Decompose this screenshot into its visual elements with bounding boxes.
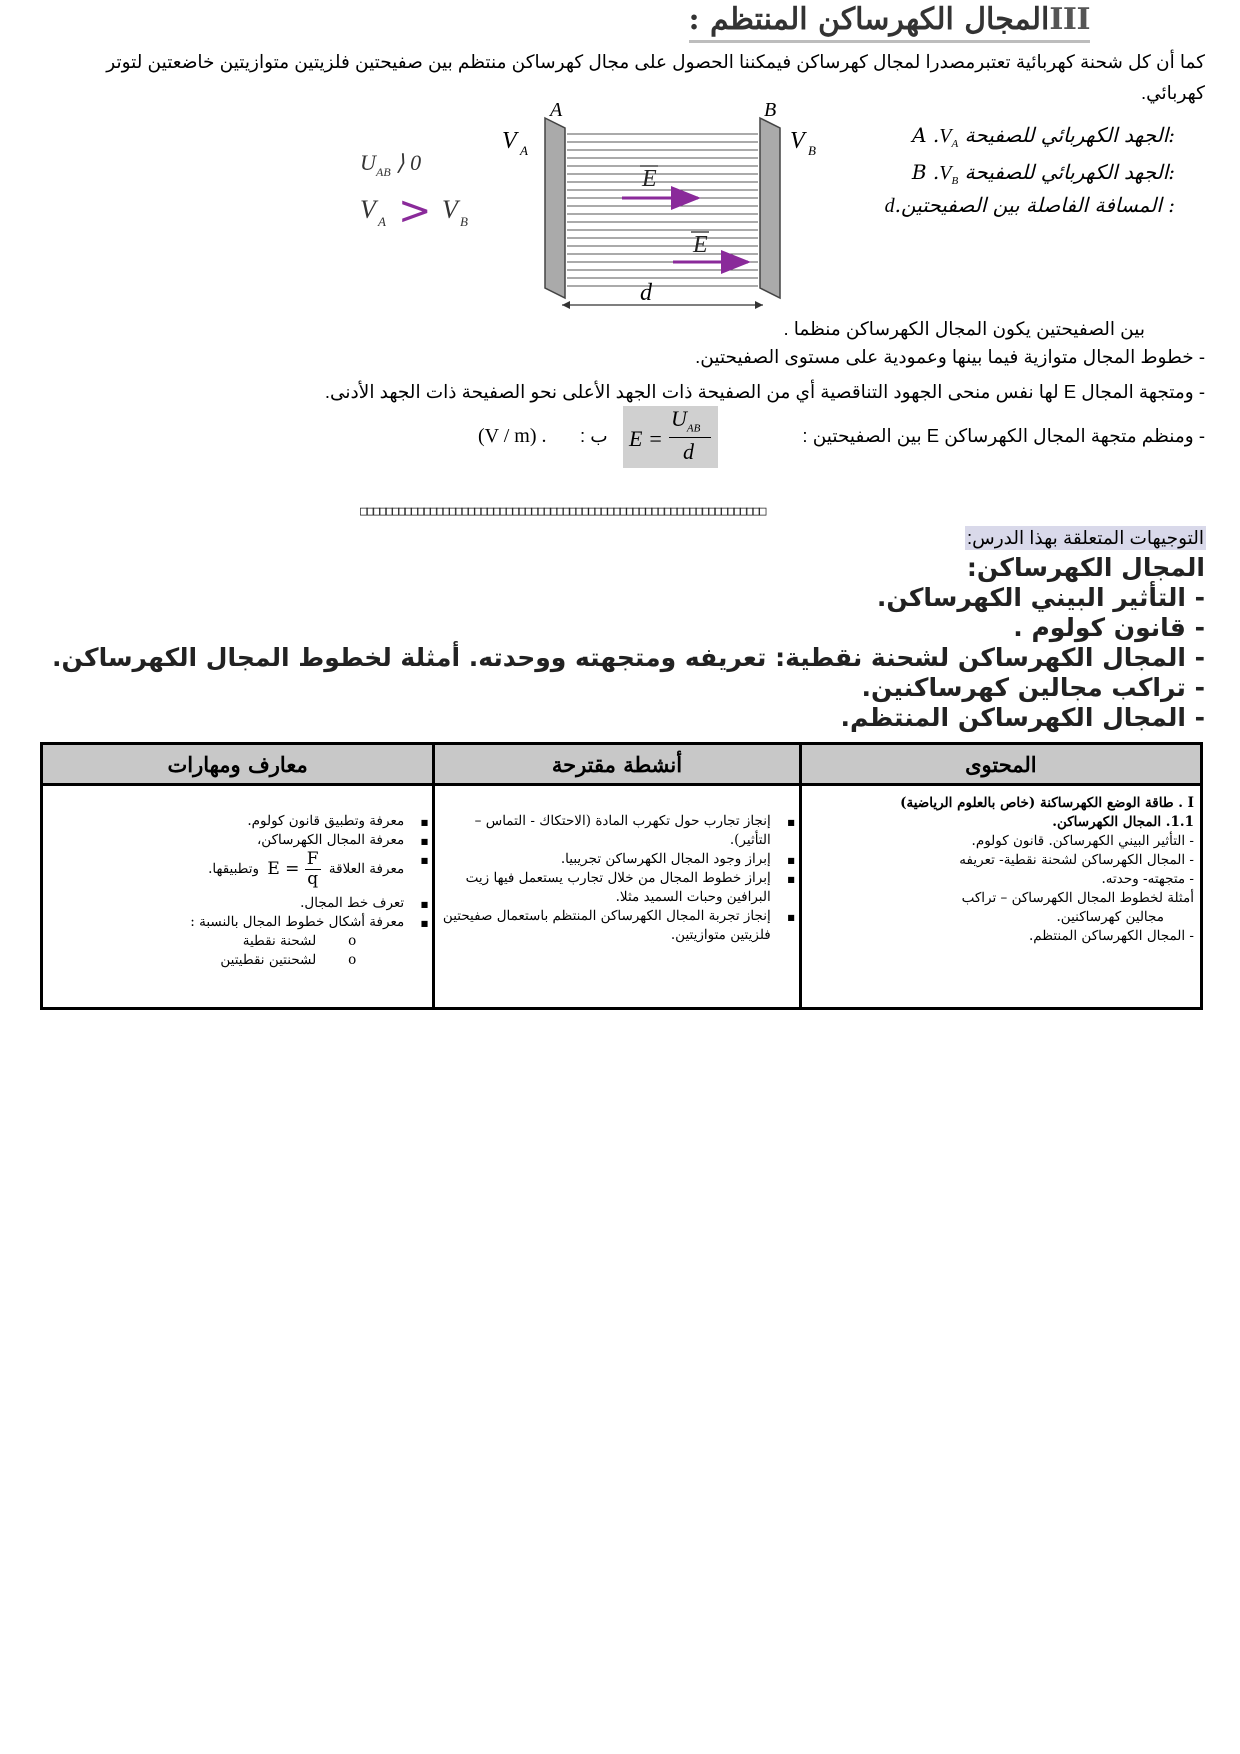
content-line: 1.1. المجال الكهرساكن.	[1052, 814, 1194, 830]
svg-text:⟩ 0: ⟩ 0	[396, 150, 422, 175]
separator: □□□□□□□□□□□□□□□□□□□□□□□□□□□□□□□□□□□□□□□□□□□□□□□□□□□□□□□□□□□□□□□□	[360, 504, 765, 519]
distance-label: d	[640, 280, 652, 306]
activity-item: ■ إبراز خطوط المجال من خلال تجارب يستعمل فيها زيت البرافين وحبات السميد مثلا.	[441, 869, 771, 907]
ineq-left: V	[360, 195, 376, 224]
header-skills: معارف ومهارات	[42, 744, 434, 785]
activities-cell	[434, 785, 801, 1009]
ineq-sign: >	[398, 188, 432, 234]
unit-label: (V / m) .	[478, 425, 547, 447]
content-line: - متجهته- وحدته.	[1101, 871, 1194, 887]
skill-item: ■ تعرف خط المجال.	[49, 894, 404, 913]
plate-a	[545, 118, 565, 298]
statement-parallel-lines: - خطوط المجال متوازية فيما بينها وعمودية على مستوى الصفيحتين.	[695, 346, 1205, 367]
intro-paragraph: كما أن كل شحنة كهربائية تعتبرمصدرا لمجال كهرساكن فيمكننا الحصول على مجال كهرساكن منتظم بين صفيحتين فلزيتين متوازيتين خاضعتين لتوتر كهربائي.	[106, 51, 1205, 103]
def-d: : المسافة الفاصلة بين الصفيحتين.d	[884, 193, 1175, 217]
def-va: :الجهد الكهربائي للصفيحة A $.V_A$	[912, 123, 1175, 150]
va-label: V	[502, 128, 517, 154]
orientation-item: - المجال الكهرساكن لشحنة نقطية: تعريفه ومتجهته ووحدته. أمثلة لخطوط المجال الكهرساكن.	[52, 643, 1205, 672]
content-line: - المجال الكهرساكن لشحنة نقطية- تعريفه	[959, 852, 1194, 868]
content-line: أمثلة لخطوط المجال الكهرساكن – تراكب	[961, 890, 1194, 906]
skill-item: ■ معرفة العلاقة E = $\frac{F}{q}$ وتطبيقها.	[49, 850, 404, 894]
activity-item: ■ إنجاز تجربة المجال الكهرساكن المنتظم باستعمال صفيحتين فلزيتين متوازيتين.	[441, 907, 771, 945]
vb-label: V	[790, 128, 805, 154]
skill-item: ■ معرفة المجال الكهرساكن،	[49, 831, 404, 850]
orientation-item: المجال الكهرساكن:	[966, 553, 1205, 582]
orientation-item: - تراكب مجالين كهرساكنين.	[861, 673, 1205, 702]
orientations-heading: التوجيهات المتعلقة بهذا الدرس:	[967, 527, 1204, 548]
parallel-plates-diagram	[340, 100, 840, 315]
skill-subitem: o لشحنة نقطية	[49, 932, 346, 951]
section-title	[689, 0, 1090, 43]
activity-item: ■ إنجاز تجارب حول تكهرب المادة (الاحتكاك - التماس – التأثير).	[441, 812, 771, 850]
def-vb: :الجهد الكهربائي للصفيحة B $.V_B$	[911, 160, 1175, 187]
statement-uniform: بين الصفيحتين يكون المجال الكهرساكن منظما .	[783, 318, 1145, 339]
orientation-item: - قانون كولوم .	[1013, 613, 1205, 642]
e-label-2: E	[693, 232, 708, 258]
header-content: المحتوى	[800, 744, 1201, 785]
section-title-text: المجال الكهرساكن المنتظم :	[688, 2, 1050, 37]
content-line: - التأثير البيني الكهرساكن. قانون كولوم.	[971, 833, 1194, 849]
formula-denominator: d	[683, 439, 694, 464]
content-cell	[800, 785, 1201, 1009]
program-table	[40, 742, 1203, 1010]
plate-b	[760, 118, 780, 298]
formula-bar	[669, 437, 711, 438]
activity-item: ■ إبراز وجود المجال الكهرساكن تجريبيا.	[441, 850, 771, 869]
header-activities: أنشطة مقترحة	[434, 744, 801, 785]
e-label-1: E	[642, 166, 657, 192]
section-number: III	[1049, 2, 1090, 37]
statement-magnitude: - ومنظم متجهة المجال الكهرساكن E بين الصفيحتين :	[802, 425, 1205, 446]
formula-numerator: $U_{AB}$	[671, 406, 701, 435]
skills-cell	[42, 785, 434, 1009]
svg-text:A: A	[520, 143, 528, 158]
skill-item: ■ معرفة وتطبيق قانون كولوم.	[49, 812, 404, 831]
ineq-right: V	[442, 195, 458, 224]
skill-item: ■ معرفة أشكال خطوط المجال بالنسبة :	[49, 913, 404, 932]
statement-direction: - ومتجهة المجال E لها نفس منحى الجهود التناقصية أي من الصفيحة ذات الجهد الأعلى نحو الصفيحة ذات الجهد الأدنى.	[324, 381, 1205, 402]
formula-lhs: E =	[629, 426, 663, 451]
orientation-item: - التأثير البيني الكهرساكن.	[876, 583, 1205, 612]
plate-b-label: B	[764, 100, 777, 121]
formula-box	[623, 406, 718, 468]
statement-b: ب :	[580, 425, 608, 446]
skill-formula: E = $\frac{F}{q}$	[267, 849, 319, 889]
skill-subitem: o لشحنتين نقطيتين	[49, 951, 346, 970]
plate-a-label: A	[550, 100, 563, 121]
content-line: I . طاقة الوضع الكهرساكنة (خاص بالعلوم الرياضية)	[900, 795, 1194, 811]
svg-text:B: B	[460, 214, 468, 229]
uab-label: U	[360, 150, 376, 175]
svg-text:A: A	[378, 214, 386, 229]
content-line: مجالين كهرساكنين.	[1056, 909, 1164, 925]
orientation-item: - المجال الكهرساكن المنتظم.	[840, 703, 1205, 732]
content-line: - المجال الكهرساكن المنتظم.	[1028, 928, 1194, 944]
svg-text:B: B	[808, 143, 816, 158]
svg-text:AB: AB	[376, 165, 391, 179]
